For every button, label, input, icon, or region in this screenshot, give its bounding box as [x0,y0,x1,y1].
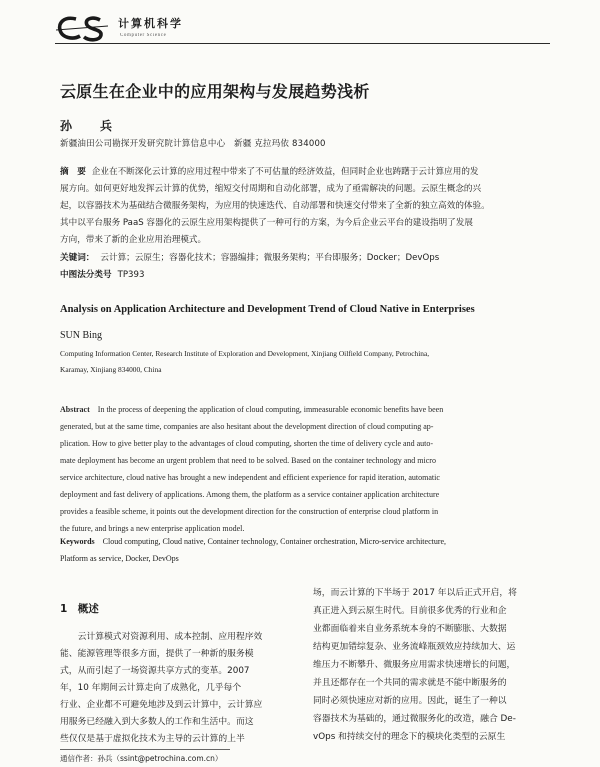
english-author: SUN Bing [60,330,102,341]
keywords-en-label: Keywords [60,537,95,546]
keywords-en-line: Keywords Cloud computing, Cloud native, Container technology, Container orchestration, Micro-service architecture, [60,537,447,546]
abstract-cn-label: 摘 要 [60,167,86,177]
body-left-line: 用服务已经融入到大多数人的工作和生活中。而这 [60,717,254,727]
body-right-line: 并且还都存在一个共同的需求就是不能中断服务的 [313,678,507,688]
abstract-en-line: mate deployment has become an urgent problem that need to be solved. Based on the container technology and micro [60,456,436,465]
abstract-en-label: Abstract [60,405,90,414]
body-right-line: 结构更加错综复杂、业务流峰瓶颈效应持续加大、运 [313,642,516,652]
body-left-line: 些仅仅是基于虚拟化技术为主导的云计算的上半 [60,734,245,744]
journal-name: 计算机科学 [118,17,183,30]
keywords-cn [60,251,439,263]
keywords-en-line: Platform as service, Docker, DevOps [60,554,179,563]
clc-value: TP393 [117,270,145,280]
english-affiliation-line: Computing Information Center, Research Institute of Exploration and Development, Xinjiang Oilfield Company, Petrochina, [60,349,430,358]
abstract-cn-line: 展方向。如何更好地发挥云计算的优势，缩短交付周期和自动化部署，成为了亟需解决的问题。云原生概念的兴 [60,184,482,194]
abstract-cn-line: 其中以平台服务 PaaS 容器化的云原生应用架构提供了一种可行的方案，为今后企业云平台的建设指明了发展 [60,218,473,228]
body-right-line: 真正进入到云原生时代。目前很多优秀的行业和企 [313,606,507,616]
author-name: 孙 兵 [60,119,121,133]
section-heading: 1 概述 [60,603,99,615]
english-affiliation-line: Karamay, Xinjiang 834000, China [60,365,162,374]
corresponding-author-footnote: 通信作者：孙兵（ssint@petrochina.com.cn） [60,754,223,763]
body-left-line: 云计算模式对资源利用、成本控制、应用程序效 [60,632,263,642]
abstract-en-line: plication. How to give better play to the advantages of cloud computing, shorten the time of delivery cycle and auto- [60,439,433,448]
abstract-en-line: service architecture, cloud native has brought a new independent and efficient experience for rapid iteration, automatic [60,473,440,482]
body-right-line: 业都面临着来自业务系统本身的不断膨胀、大数据 [313,624,507,634]
abstract-en-line: deployment and fast delivery of applications. Among them, the platform as a service container application architecture [60,490,440,499]
english-title: Analysis on Application Architecture and Development Trend of Cloud Native in Enterprises [60,304,475,315]
abstract-cn-line: 摘 要 企业在不断深化云计算的应用过程中带来了不可估量的经济效益，但同时企业也踌躇于云计算应用的发 [60,167,479,177]
body-left-line: 行业、企业都不可避免地涉及到云计算中，云计算应 [60,700,263,710]
journal-subtitle: Computer Science [120,33,167,38]
abstract-en-line: generated, but at the same time, companies are also hesitant about the development direction of cloud computing ap- [60,422,434,431]
paper-title: 云原生在企业中的应用架构与发展趋势浅析 [60,82,370,101]
journal-logo-icon [56,13,108,43]
author-affiliation: 新疆油田公司勘探开发研究院计算信息中心 新疆 克拉玛依 834000 [60,139,326,149]
header-rule [55,43,550,44]
body-right-line: 维压力不断攀升、微服务应用需求快速增长的问题， [313,660,516,670]
footnote-rule [60,749,230,750]
body-right-line: 容器技术为基础的，通过微服务化的改造，融合 De- [313,714,516,724]
body-left-line: 能、能源管理等很多方面，提供了一种新的服务模 [60,649,254,659]
abstract-en-line: provides a feasible scheme, it points out the development direction for the construction of enterprise cloud platform in [60,507,439,516]
body-right-line: 同时必须快速应对新的应用。因此，诞生了一种以 [313,696,507,706]
abstract-cn-line: 起，以容器技术为基础结合微服务架构，为应用的快速迭代、自动部署和快速交付带来了全新的独立高效的体验。 [60,201,490,211]
body-left-line: 式，从而引起了一场资源共享方式的变革。2007 [60,666,250,676]
keywords-cn-label: 关键词： [60,253,95,263]
clc-label: 中图法分类号 [60,270,112,280]
abstract-en-line: Abstract In the process of deepening the application of cloud computing, immeasurable economic benefits have been [60,405,444,414]
body-right-line: vOps 和持续交付的理念下的模块化类型的云原生 [313,732,506,742]
abstract-en-line: the future, and brings a new enterprise application model. [60,524,245,533]
keywords-cn-text: 云计算；云原生；容器化技术；容器编排；微服务架构；平台即服务；Docker；DevOps [100,253,440,263]
body-right-line: 场，而云计算的下半场于 2017 年以后正式开启，将 [313,588,517,598]
classification-number [60,268,144,280]
body-left-line: 年，10 年期间云计算走向了成熟化，几乎每个 [60,683,242,693]
abstract-cn-line: 方向，带来了新的企业应用治理模式。 [60,235,207,245]
